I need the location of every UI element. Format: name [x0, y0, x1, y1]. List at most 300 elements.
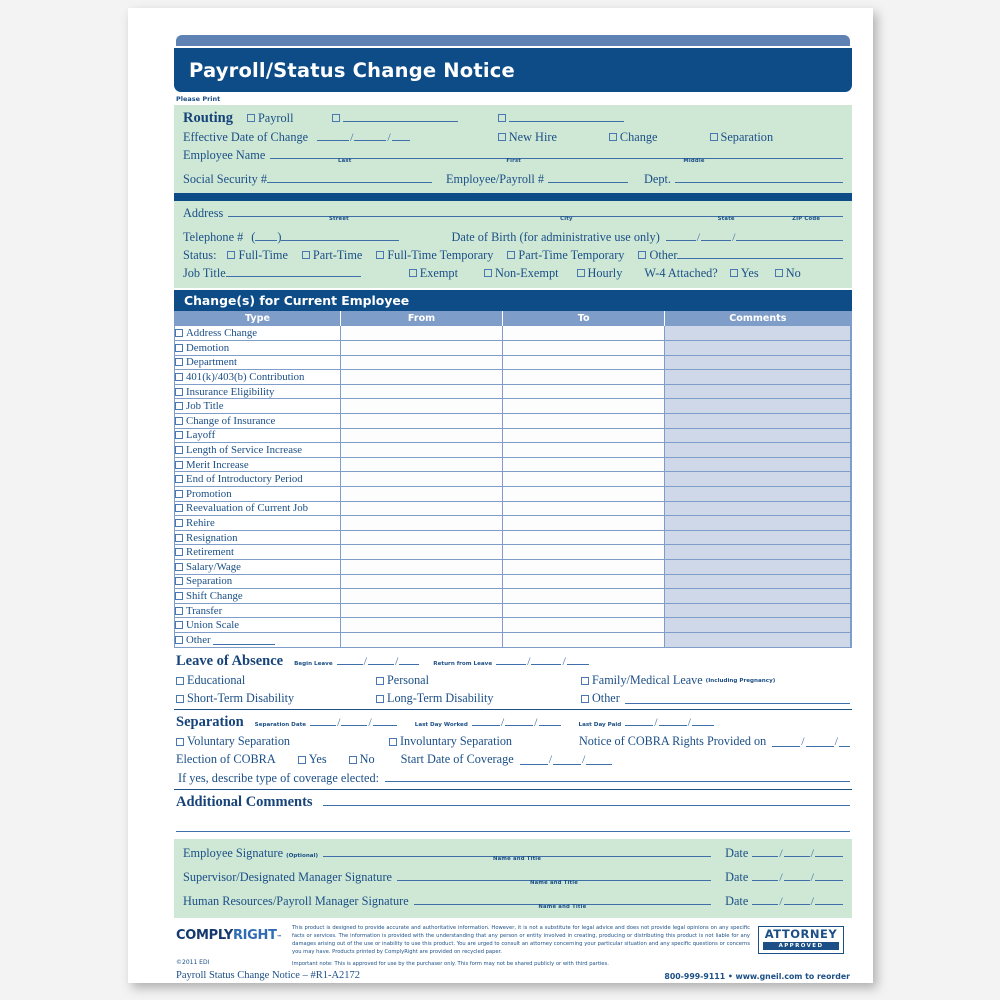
caption-middle: Middle — [683, 158, 705, 164]
signature-date-month[interactable] — [752, 846, 778, 857]
change-comments-cell[interactable] — [665, 530, 851, 545]
change-from-cell[interactable] — [340, 341, 502, 356]
change-comments-cell[interactable] — [665, 603, 851, 618]
last-day-paid-label: Last Day Paid — [578, 722, 622, 729]
change-type-cell — [175, 516, 340, 531]
change-type-checkbox[interactable] — [175, 329, 183, 337]
table-row — [175, 399, 851, 414]
change-from-cell[interactable] — [340, 487, 502, 502]
table-row — [175, 472, 851, 487]
change-type-label: Layoff — [186, 429, 216, 442]
change-comments-cell[interactable] — [665, 428, 851, 443]
change-type-cell — [175, 370, 340, 385]
page-title: Payroll/Status Change Notice — [189, 58, 515, 82]
change-from-cell[interactable] — [340, 560, 502, 575]
cov-slash-1: / — [548, 752, 553, 767]
change-to-cell[interactable] — [503, 399, 665, 414]
signature-caption: Name and Title — [538, 904, 587, 911]
column-header-from: From — [340, 311, 502, 326]
change-type-label: Retirement — [186, 546, 234, 559]
new-hire-checkbox[interactable] — [498, 133, 506, 141]
change-type-checkbox[interactable] — [175, 388, 183, 396]
leave-family-medical-checkbox[interactable] — [581, 677, 589, 685]
cobra-notice-day[interactable] — [806, 736, 834, 747]
sep-slash-2: / — [368, 715, 372, 730]
begin-leave-year[interactable] — [399, 654, 419, 665]
last-day-worked-month[interactable] — [472, 715, 500, 726]
change-type-checkbox[interactable] — [175, 534, 183, 542]
dob-month[interactable] — [666, 230, 696, 241]
change-from-cell[interactable] — [340, 545, 502, 560]
change-from-cell[interactable] — [340, 384, 502, 399]
last-day-worked-day[interactable] — [505, 715, 533, 726]
leave-family-medical-label: Family/Medical Leave — [592, 673, 703, 688]
change-from-cell[interactable] — [340, 632, 502, 647]
change-type-label: Job Title — [186, 400, 224, 413]
change-type-cell — [175, 618, 340, 633]
change-comments-cell[interactable] — [665, 472, 851, 487]
w4-yes-label: Yes — [740, 266, 759, 280]
signature-label: Supervisor/Designated Manager Signature — [183, 870, 392, 885]
coverage-describe-label: If yes, describe type of coverage elected: — [178, 771, 380, 786]
cobra-slash-2: / — [834, 734, 838, 749]
change-to-cell[interactable] — [503, 326, 665, 341]
start-date-coverage-label: Start Date of Coverage — [400, 752, 514, 767]
change-type-checkbox[interactable] — [175, 621, 183, 629]
ssn-label: Social Security # — [183, 172, 268, 186]
begin-leave-month[interactable] — [337, 654, 363, 665]
dob-slash-1: / — [696, 230, 701, 244]
change-from-cell[interactable] — [340, 399, 502, 414]
change-comments-cell[interactable] — [665, 326, 851, 341]
table-row — [175, 545, 851, 560]
change-type-checkbox[interactable] — [175, 373, 183, 381]
date-slash-2: / — [387, 130, 391, 144]
signature-label: Human Resources/Payroll Manager Signature — [183, 894, 409, 909]
form-sheet — [128, 8, 873, 983]
change-type-checkbox[interactable] — [175, 636, 183, 644]
return-leave-year[interactable] — [567, 654, 589, 665]
change-to-cell[interactable] — [503, 603, 665, 618]
status-option-0: Full-Time — [238, 248, 288, 262]
non-exempt-checkbox[interactable] — [484, 269, 492, 277]
change-type-checkbox[interactable] — [175, 592, 183, 600]
begin-slash-2: / — [394, 654, 399, 669]
change-type-label: Separation — [186, 575, 233, 588]
additional-comments-input-2[interactable] — [176, 821, 850, 832]
complyright-logo — [176, 928, 284, 943]
change-comments-cell[interactable] — [665, 457, 851, 472]
effective-date-month[interactable] — [317, 130, 349, 141]
change-from-cell[interactable] — [340, 370, 502, 385]
separation-date-month[interactable] — [310, 715, 336, 726]
change-to-cell[interactable] — [503, 589, 665, 604]
signature-date-slash: / — [810, 846, 814, 861]
last-day-paid-month[interactable] — [625, 715, 653, 726]
return-leave-month[interactable] — [496, 654, 526, 665]
change-type-cell — [175, 428, 340, 443]
separation-date-year[interactable] — [373, 715, 397, 726]
change-type-label: Length of Service Increase — [186, 444, 303, 457]
ldp-slash-2: / — [687, 715, 691, 730]
signature-date-slash: / — [779, 894, 783, 909]
leave-educational-checkbox[interactable] — [176, 677, 184, 685]
signature-date-year[interactable] — [815, 870, 843, 881]
change-type-label: Change of Insurance — [186, 414, 276, 427]
effective-date-day[interactable] — [354, 130, 386, 141]
form-title-bar — [174, 48, 852, 92]
change-comments-cell[interactable] — [665, 355, 851, 370]
change-type-checkbox[interactable] — [175, 475, 183, 483]
important-note: Important note: This is approved for use by the purchaser only. This form may not be shared publicly or with third parties. — [292, 961, 609, 968]
change-type-label: Demotion — [186, 341, 230, 354]
voluntary-separation-checkbox[interactable] — [176, 738, 184, 746]
logo-comply-text: COMPLY — [176, 928, 233, 944]
begin-leave-day[interactable] — [368, 654, 394, 665]
change-to-cell[interactable] — [503, 530, 665, 545]
leave-heading: Leave of Absence — [176, 653, 284, 670]
column-header-to: To — [503, 311, 665, 326]
signature-date-slash: / — [810, 894, 814, 909]
change-type-label: Address Change — [186, 327, 258, 340]
coverage-describe-input[interactable] — [385, 771, 850, 782]
change-comments-cell[interactable] — [665, 370, 851, 385]
change-type-checkbox[interactable] — [175, 490, 183, 498]
change-comments-cell[interactable] — [665, 487, 851, 502]
table-row — [175, 341, 851, 356]
w4-yes-checkbox[interactable] — [730, 269, 738, 277]
change-type-checkbox[interactable] — [175, 461, 183, 469]
leave-short-term-disability-checkbox[interactable] — [176, 695, 184, 703]
change-type-cell — [175, 355, 340, 370]
signature-date-day[interactable] — [784, 870, 810, 881]
status-other-checkbox[interactable] — [638, 251, 646, 259]
footer-section — [174, 918, 852, 968]
routing-other2-checkbox[interactable] — [498, 114, 506, 122]
leave-long-term-disability-checkbox[interactable] — [376, 695, 384, 703]
change-to-cell[interactable] — [503, 632, 665, 647]
section-divider-navy — [174, 193, 852, 201]
change-type-label: Union Scale — [186, 619, 240, 632]
table-row — [175, 618, 851, 633]
status-full-time-temporary-checkbox[interactable] — [376, 251, 384, 259]
change-checkbox[interactable] — [609, 133, 617, 141]
signature-date-label: Date — [725, 870, 749, 885]
change-to-cell[interactable] — [503, 341, 665, 356]
additional-comments-input-1[interactable] — [323, 795, 850, 806]
table-row — [175, 632, 851, 647]
coverage-start-day[interactable] — [553, 754, 581, 765]
signature-date-day[interactable] — [784, 846, 810, 857]
status-full-time-checkbox[interactable] — [227, 251, 235, 259]
date-slash-1: / — [350, 130, 354, 144]
change-from-cell[interactable] — [340, 516, 502, 531]
change-from-cell[interactable] — [340, 414, 502, 429]
status-option-2: Full-Time Temporary — [387, 248, 494, 262]
cobra-yes-checkbox[interactable] — [298, 756, 306, 764]
sep-slash-1: / — [337, 715, 341, 730]
cobra-slash-1: / — [801, 734, 805, 749]
change-from-cell[interactable] — [340, 443, 502, 458]
ssn-input[interactable] — [267, 172, 432, 183]
signature-date-slash: / — [810, 870, 814, 885]
signature-date-year[interactable] — [815, 894, 843, 905]
hourly-label: Hourly — [587, 266, 623, 280]
signature-row — [183, 870, 843, 885]
change-comments-cell[interactable] — [665, 618, 851, 633]
change-to-cell[interactable] — [503, 370, 665, 385]
separation-section — [174, 710, 852, 789]
change-comments-cell[interactable] — [665, 501, 851, 516]
change-to-cell[interactable] — [503, 355, 665, 370]
table-row — [175, 443, 851, 458]
signature-note: (Optional) — [286, 853, 319, 860]
change-to-cell[interactable] — [503, 516, 665, 531]
change-from-cell[interactable] — [340, 501, 502, 516]
cobra-notice-label: Notice of COBRA Rights Provided on — [579, 734, 767, 749]
coverage-start-year[interactable] — [586, 754, 612, 765]
routing-payroll-checkbox[interactable] — [247, 114, 255, 122]
change-from-cell[interactable] — [340, 457, 502, 472]
change-from-cell[interactable] — [340, 574, 502, 589]
badge-attorney-text: ATTORNEY — [764, 927, 838, 942]
change-comments-cell[interactable] — [665, 414, 851, 429]
change-type-checkbox[interactable] — [175, 417, 183, 425]
signature-date-label: Date — [725, 846, 749, 861]
routing-heading: Routing — [183, 110, 233, 126]
caption-state: State — [717, 216, 735, 222]
change-type-cell — [175, 472, 340, 487]
signatures-section — [174, 839, 852, 918]
change-type-cell — [175, 560, 340, 575]
status-label: Status: — [183, 248, 217, 262]
table-row — [175, 560, 851, 575]
dob-year[interactable] — [736, 230, 843, 241]
change-label: Change — [619, 130, 658, 144]
status-option-1: Part-Time — [312, 248, 363, 262]
leave-other-checkbox[interactable] — [581, 695, 589, 703]
change-to-cell[interactable] — [503, 487, 665, 502]
change-comments-cell[interactable] — [665, 443, 851, 458]
signature-caption: Name and Title — [493, 856, 542, 863]
cobra-yes-label: Yes — [308, 752, 327, 767]
election-of-cobra-label: Election of COBRA — [176, 752, 276, 767]
leave-other-input[interactable] — [625, 693, 850, 704]
change-from-cell[interactable] — [340, 326, 502, 341]
dept-label: Dept. — [644, 172, 672, 186]
change-comments-cell[interactable] — [665, 632, 851, 647]
cobra-notice-year[interactable] — [839, 736, 850, 747]
separation-label: Separation — [720, 130, 774, 144]
routing-other2-input[interactable] — [509, 111, 624, 122]
change-to-cell[interactable] — [503, 443, 665, 458]
change-type-cell — [175, 632, 340, 647]
changes-section-title: Change(s) for Current Employee — [174, 290, 852, 311]
change-comments-cell[interactable] — [665, 399, 851, 414]
change-type-checkbox[interactable] — [175, 402, 183, 410]
leave-educational-label: Educational — [187, 673, 246, 688]
telephone-label: Telephone # — [183, 230, 244, 244]
coverage-start-month[interactable] — [520, 754, 548, 765]
effective-date-year[interactable] — [392, 130, 410, 141]
change-type-checkbox[interactable] — [175, 577, 183, 585]
change-type-cell — [175, 399, 340, 414]
involuntary-separation-label: Involuntary Separation — [400, 734, 513, 749]
change-type-checkbox[interactable] — [175, 431, 183, 439]
cobra-no-checkbox[interactable] — [349, 756, 357, 764]
header-accent-strip — [176, 35, 850, 46]
dob-slash-2: / — [732, 230, 736, 244]
signature-date-month[interactable] — [752, 870, 778, 881]
non-exempt-label: Non-Exempt — [494, 266, 559, 280]
column-header-type: Type — [175, 311, 340, 326]
phone-paren-open: ( — [251, 230, 256, 244]
phone-number-input[interactable] — [281, 230, 399, 241]
signature-date-day[interactable] — [784, 894, 810, 905]
phone-paren-close: ) — [277, 230, 282, 244]
w4-no-checkbox[interactable] — [775, 269, 783, 277]
employee-payroll-input[interactable] — [548, 172, 628, 183]
table-row — [175, 501, 851, 516]
change-type-cell — [175, 545, 340, 560]
contact-info-text: 800-999-9111 • www.gneil.com to reorder — [664, 972, 850, 982]
change-type-other-input[interactable] — [213, 636, 275, 645]
change-to-cell[interactable] — [503, 574, 665, 589]
cov-slash-2: / — [582, 752, 586, 767]
change-from-cell[interactable] — [340, 589, 502, 604]
return-leave-label: Return from Leave — [433, 661, 493, 668]
footer-bottom-row — [174, 970, 852, 981]
change-from-cell[interactable] — [340, 355, 502, 370]
change-comments-cell[interactable] — [665, 516, 851, 531]
logo-tm-mark: ™ — [276, 935, 283, 942]
change-from-cell[interactable] — [340, 603, 502, 618]
last-day-paid-year[interactable] — [692, 715, 714, 726]
new-hire-label: New Hire — [508, 130, 557, 144]
change-type-checkbox[interactable] — [175, 446, 183, 454]
change-to-cell[interactable] — [503, 560, 665, 575]
job-title-input[interactable] — [226, 266, 361, 277]
change-type-cell — [175, 574, 340, 589]
change-type-cell — [175, 603, 340, 618]
change-from-cell[interactable] — [340, 618, 502, 633]
begin-slash-1: / — [363, 654, 367, 669]
change-to-cell[interactable] — [503, 384, 665, 399]
status-part-time-temporary-checkbox[interactable] — [507, 251, 515, 259]
change-type-label: Department — [186, 356, 237, 369]
hourly-checkbox[interactable] — [577, 269, 585, 277]
change-to-cell[interactable] — [503, 428, 665, 443]
form-id-text: Payroll Status Change Notice – #R1-A2172 — [176, 970, 361, 982]
separation-checkbox[interactable] — [710, 133, 718, 141]
change-type-label: Resignation — [186, 531, 238, 544]
change-type-checkbox[interactable] — [175, 563, 183, 571]
separation-heading: Separation — [176, 714, 244, 731]
please-print-note: Please Print — [176, 95, 221, 103]
change-type-label: Reevaluation of Current Job — [186, 502, 309, 515]
employee-name-label: Employee Name — [183, 148, 266, 162]
change-to-cell[interactable] — [503, 618, 665, 633]
status-other-input[interactable] — [677, 248, 843, 259]
change-comments-cell[interactable] — [665, 384, 851, 399]
dob-day[interactable] — [701, 230, 731, 241]
table-row — [175, 414, 851, 429]
last-day-paid-day[interactable] — [659, 715, 687, 726]
leave-personal-checkbox[interactable] — [376, 677, 384, 685]
change-type-cell — [175, 457, 340, 472]
routing-other1-input[interactable] — [343, 111, 458, 122]
change-type-checkbox[interactable] — [175, 519, 183, 527]
routing-other1-checkbox[interactable] — [332, 114, 340, 122]
signature-date-year[interactable] — [815, 846, 843, 857]
change-comments-cell[interactable] — [665, 560, 851, 575]
signature-date-slash: / — [779, 870, 783, 885]
ldw-slash-1: / — [500, 715, 505, 730]
change-type-label: End of Introductory Period — [186, 473, 303, 486]
change-comments-cell[interactable] — [665, 589, 851, 604]
change-comments-cell[interactable] — [665, 341, 851, 356]
dept-input[interactable] — [675, 172, 843, 183]
voluntary-separation-label: Voluntary Separation — [187, 734, 291, 749]
cobra-notice-month[interactable] — [772, 736, 800, 747]
leave-long-term-disability-label: Long-Term Disability — [387, 691, 494, 706]
change-type-cell — [175, 501, 340, 516]
change-to-cell[interactable] — [503, 457, 665, 472]
change-type-checkbox[interactable] — [175, 358, 183, 366]
change-from-cell[interactable] — [340, 472, 502, 487]
change-to-cell[interactable] — [503, 414, 665, 429]
change-comments-cell[interactable] — [665, 545, 851, 560]
change-type-checkbox[interactable] — [175, 344, 183, 352]
dob-label: Date of Birth (for administrative use only) — [451, 230, 660, 244]
change-type-cell — [175, 530, 340, 545]
change-type-cell — [175, 384, 340, 399]
phone-area-input[interactable] — [255, 230, 277, 241]
change-type-cell — [175, 443, 340, 458]
change-type-label: Merit Increase — [186, 458, 249, 471]
return-slash-1: / — [527, 654, 531, 669]
table-row — [175, 516, 851, 531]
change-to-cell[interactable] — [503, 545, 665, 560]
involuntary-separation-checkbox[interactable] — [389, 738, 397, 746]
status-part-time-checkbox[interactable] — [302, 251, 310, 259]
exempt-checkbox[interactable] — [409, 269, 417, 277]
return-leave-day[interactable] — [531, 654, 561, 665]
last-day-worked-year[interactable] — [539, 715, 561, 726]
change-comments-cell[interactable] — [665, 574, 851, 589]
separation-date-day[interactable] — [341, 715, 367, 726]
table-row — [175, 355, 851, 370]
change-from-cell[interactable] — [340, 530, 502, 545]
table-row — [175, 487, 851, 502]
last-day-worked-label: Last Day Worked — [414, 722, 468, 729]
change-type-checkbox[interactable] — [175, 504, 183, 512]
ldw-slash-2: / — [534, 715, 538, 730]
change-from-cell[interactable] — [340, 428, 502, 443]
change-to-cell[interactable] — [503, 501, 665, 516]
copyright-text: ©2011 EDI — [176, 959, 210, 967]
signature-caption: Name and Title — [529, 880, 579, 887]
change-to-cell[interactable] — [503, 472, 665, 487]
table-row — [175, 326, 851, 341]
caption-city: City — [560, 216, 573, 222]
employee-payroll-label: Employee/Payroll # — [446, 172, 545, 186]
separation-date-label: Separation Date — [254, 722, 307, 729]
change-type-checkbox[interactable] — [175, 607, 183, 615]
signature-date-month[interactable] — [752, 894, 778, 905]
change-type-checkbox[interactable] — [175, 548, 183, 556]
table-row — [175, 384, 851, 399]
